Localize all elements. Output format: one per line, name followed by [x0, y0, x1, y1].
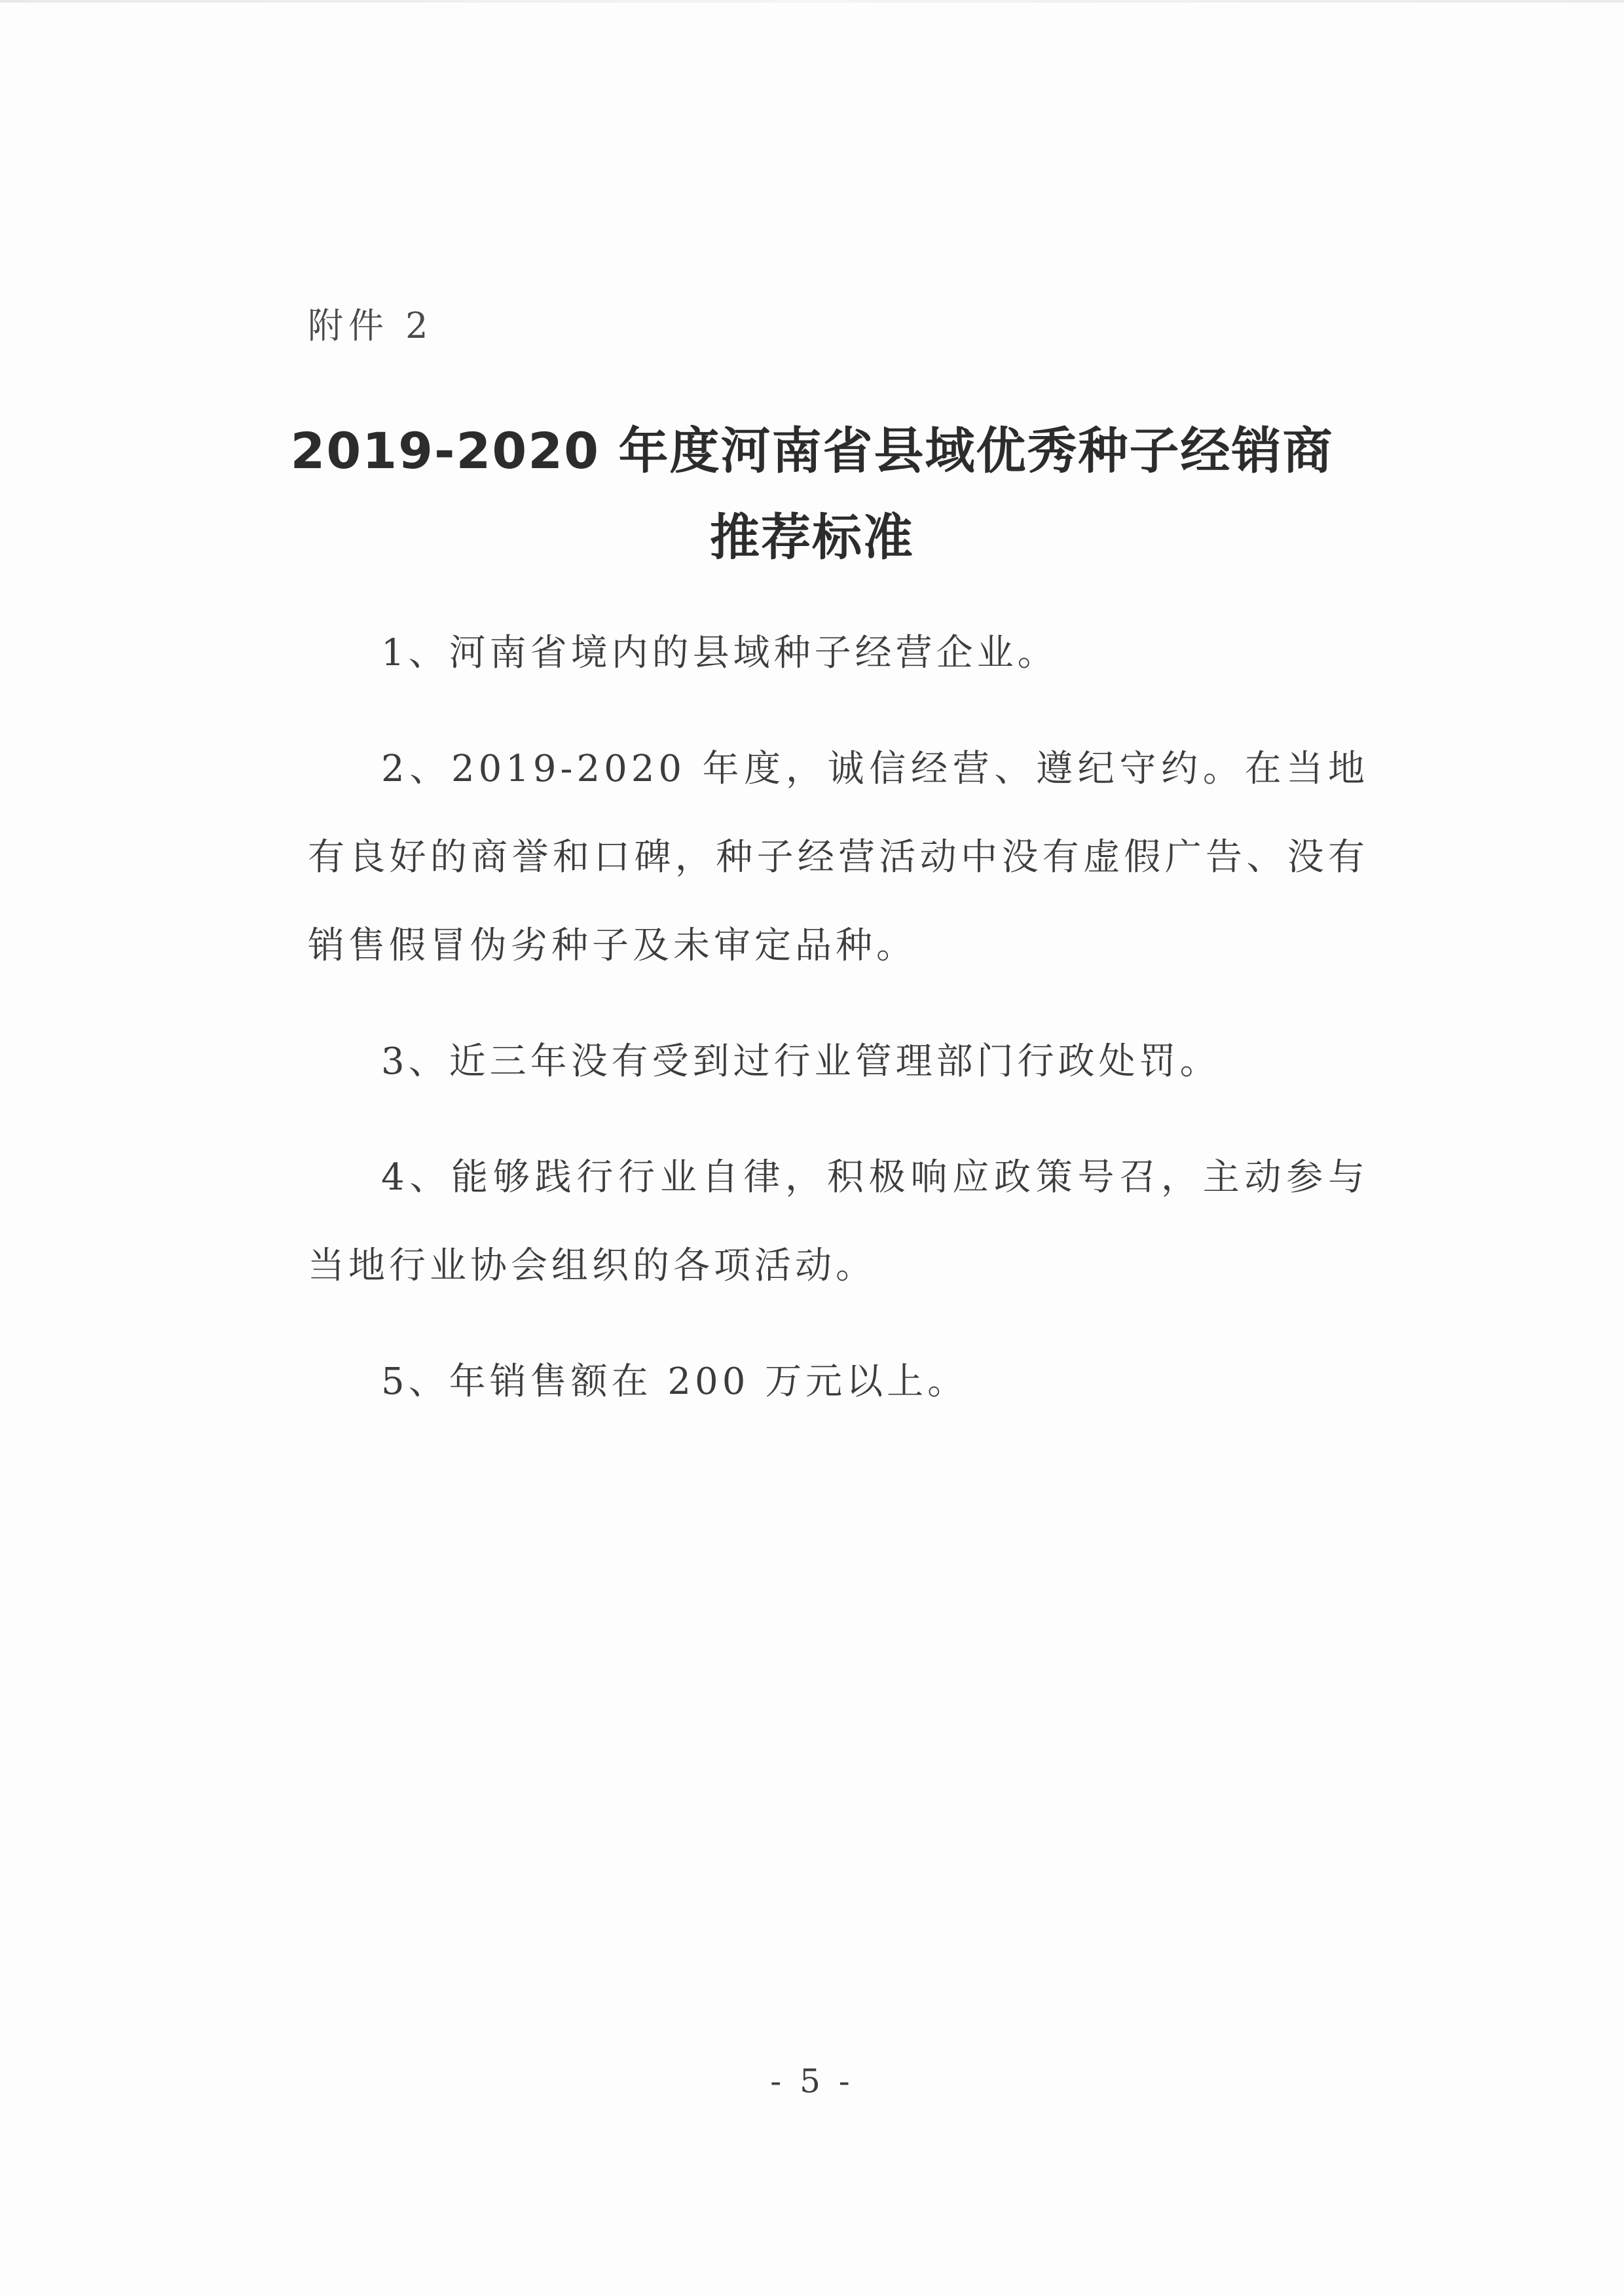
document-title-line-1: 2019-2020 年度河南省县域优秀种子经销商 — [290, 422, 1334, 480]
page-number: - 5 - — [770, 2062, 854, 2100]
criterion-paragraph-5: 5、年销售额在 200 万元以上。 — [381, 1360, 969, 1403]
document-body — [308, 609, 1369, 1453]
scan-edge — [0, 0, 1624, 3]
criterion-paragraph-1: 1、河南省境内的县域种子经营企业。 — [381, 632, 1058, 674]
criterion-paragraph-3: 3、近三年没有受到过行业管理部门行政处罚。 — [381, 1040, 1221, 1083]
attachment-label: 附件 2 — [308, 305, 434, 346]
document-title-line-2: 推荐标准 — [710, 508, 914, 566]
criterion-paragraph-4: 4、能够践行行业自律，积极响应政策号召，主动参与当地行业协会组织的各项活动。 — [308, 1156, 1369, 1287]
criterion-paragraph-2: 2、2019-2020 年度，诚信经营、遵纪守约。在当地有良好的商誉和口碑，种子经营活动中没有虚假广告、没有销售假冒伪劣种子及未审定品种。 — [308, 748, 1369, 967]
